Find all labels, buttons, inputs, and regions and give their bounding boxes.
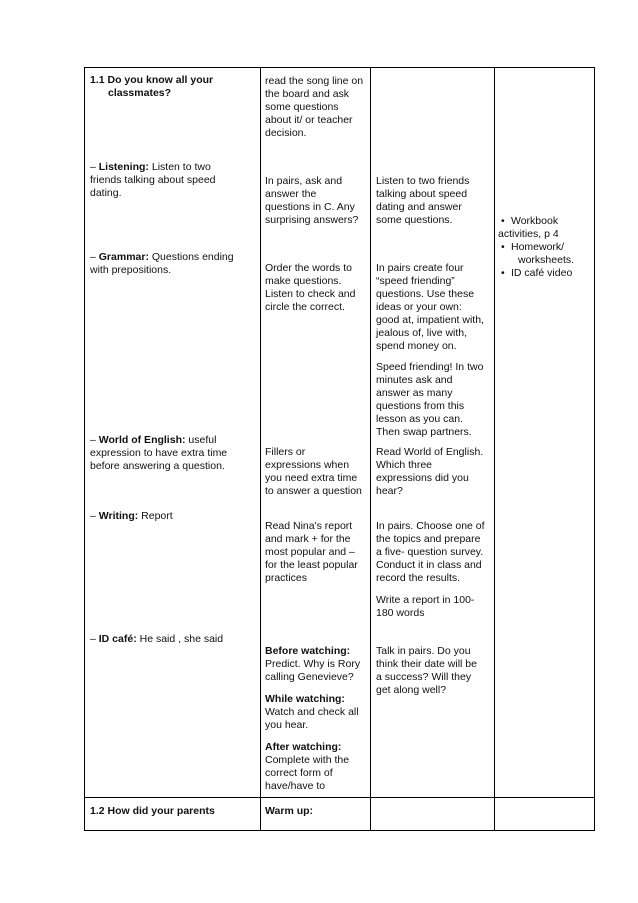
writing-desc: Report (138, 510, 173, 522)
col3-text: jealous of, live with, (376, 327, 468, 339)
col3-text: spend money on. (376, 340, 457, 352)
bullet-icon: • (501, 267, 505, 279)
col2-text: some questions (265, 101, 339, 113)
table-border-left (84, 67, 85, 831)
col2-text: surprising answers? (265, 214, 359, 226)
col3-text: lesson as you can. (376, 413, 463, 425)
col3-text: ideas or your own: (376, 301, 462, 313)
col3-text: think their date will be (376, 658, 477, 670)
listening-stage (90, 161, 211, 174)
col2-text: circle the correct. (265, 301, 345, 313)
table-col-divider-2 (370, 67, 371, 831)
col2-text: have/have to (265, 780, 326, 792)
grammar-desc-line: with prepositions. (90, 264, 172, 276)
col3-text: a five- question survey. (376, 546, 484, 558)
world-of-english-desc: useful (185, 434, 217, 446)
col2-text: Listen to check and (265, 288, 356, 300)
world-of-english-stage (90, 434, 216, 447)
resource-item-label: Workbook (511, 215, 559, 227)
col3-text: expressions did you (376, 472, 469, 484)
col3-text: Which three (376, 459, 433, 471)
resource-item (499, 241, 574, 254)
col3-text: questions from this (376, 400, 465, 412)
writing-title: Writing: (98, 510, 139, 522)
section-1-2-heading: 1.2 How did your parents (90, 805, 215, 817)
listening-desc: Listen to two (148, 161, 211, 173)
listening-desc-line: dating. (90, 187, 122, 199)
table-col-divider-1 (260, 67, 261, 831)
resource-item-wrap: activities, p 4 (498, 228, 559, 240)
col3-text: good at, impatient with, (376, 314, 484, 326)
world-of-english-desc-line: before answering a question. (90, 460, 225, 472)
writing-stage (90, 510, 173, 523)
col3-text: get along well? (376, 684, 447, 696)
grammar-title: Grammar: (98, 251, 149, 263)
section-1-1-heading-cont: classmates? (108, 87, 172, 99)
col2-text: calling Genevieve? (265, 671, 354, 683)
col2-text: In pairs, ask and (265, 175, 343, 187)
while-watching-title: While watching: (265, 693, 345, 705)
col2-text: Order the words to (265, 262, 352, 274)
col2-text: make questions. (265, 275, 342, 287)
col3-text: In pairs. Choose one of (376, 520, 485, 532)
col3-text: Talk in pairs. Do you (376, 645, 471, 657)
col2-text: Complete with the (265, 754, 350, 766)
col3-text: Read World of English. (376, 446, 484, 458)
col2-text: about it/ or teacher (265, 114, 353, 126)
col2-text: expressions when (265, 459, 350, 471)
col3-text: In pairs create four (376, 262, 464, 274)
before-watching-title: Before watching: (265, 645, 351, 657)
grammar-desc: Questions ending (148, 251, 234, 263)
col3-text: 180 words (376, 607, 425, 619)
col2-text: you hear. (265, 719, 309, 731)
col3-text: minutes ask and (376, 374, 453, 386)
table-border-right (594, 67, 595, 831)
col2-text: read the song line on (265, 75, 364, 87)
col3-text: some questions. (376, 214, 453, 226)
col3-text: “speed friending” (376, 275, 455, 287)
col3-text: Conduct it in class and (376, 559, 482, 571)
col2-text: correct form of (265, 767, 333, 779)
col2-text: the board and ask (265, 88, 350, 100)
resource-item (499, 267, 574, 280)
col2-text: and mark + for the (265, 533, 351, 545)
section-1-1-heading: 1.1 Do you know all your (90, 74, 214, 86)
col3-text: Then swap partners. (376, 426, 472, 438)
warm-up-title: Warm up: (265, 805, 314, 817)
col2-text: practices (265, 572, 308, 584)
col2-text: questions in C. Any (265, 201, 355, 213)
col3-text: Speed friending! In two (376, 361, 484, 373)
resources-list (499, 215, 574, 280)
col2-text: most popular and – (265, 546, 355, 558)
table-border-top (84, 67, 595, 68)
col3-text: questions. Use these (376, 288, 475, 300)
col3-text: answer as many (376, 387, 453, 399)
listening-title: Listening: (98, 161, 149, 173)
col2-text: to answer a question (265, 485, 362, 497)
after-watching-title: After watching: (265, 741, 342, 753)
bullet-icon: • (501, 241, 505, 253)
resource-item-label: Homework/ (511, 241, 565, 253)
col3-text: Listen to two friends (376, 175, 470, 187)
listening-desc-line: friends talking about speed (90, 174, 216, 186)
col2-text: you need extra time (265, 472, 358, 484)
table-border-bottom (84, 830, 595, 831)
col2-text: decision. (265, 127, 307, 139)
table-col-divider-3 (494, 67, 495, 831)
resource-item-wrap: worksheets. (518, 254, 575, 266)
col3-text: a success? Will they (376, 671, 472, 683)
col2-text: Watch and check all (265, 706, 359, 718)
col2-text: Predict. Why is Rory (265, 658, 361, 670)
id-cafe-desc: He said , she said (136, 633, 224, 645)
resource-item (499, 215, 574, 228)
world-of-english-title: World of English: (98, 434, 186, 446)
id-cafe-stage (90, 633, 223, 646)
grammar-stage (90, 251, 234, 264)
bullet-icon: • (501, 215, 505, 227)
id-cafe-title: ID café: (98, 633, 137, 645)
table-row-divider (84, 797, 595, 798)
col3-text: talking about speed (376, 188, 468, 200)
world-of-english-desc-line: expression to have extra time (90, 447, 228, 459)
col3-text: dating and answer (376, 201, 462, 213)
col3-text: record the results. (376, 572, 461, 584)
col2-text: Fillers or (265, 446, 306, 458)
col3-text: Write a report in 100- (376, 594, 475, 606)
col2-text: Read Nina's report (265, 520, 353, 532)
col3-text: hear? (376, 485, 403, 497)
col2-text: for the least popular (265, 559, 358, 571)
resource-item-label: ID café video (511, 267, 573, 279)
col3-text: the topics and prepare (376, 533, 481, 545)
col2-text: answer the (265, 188, 317, 200)
